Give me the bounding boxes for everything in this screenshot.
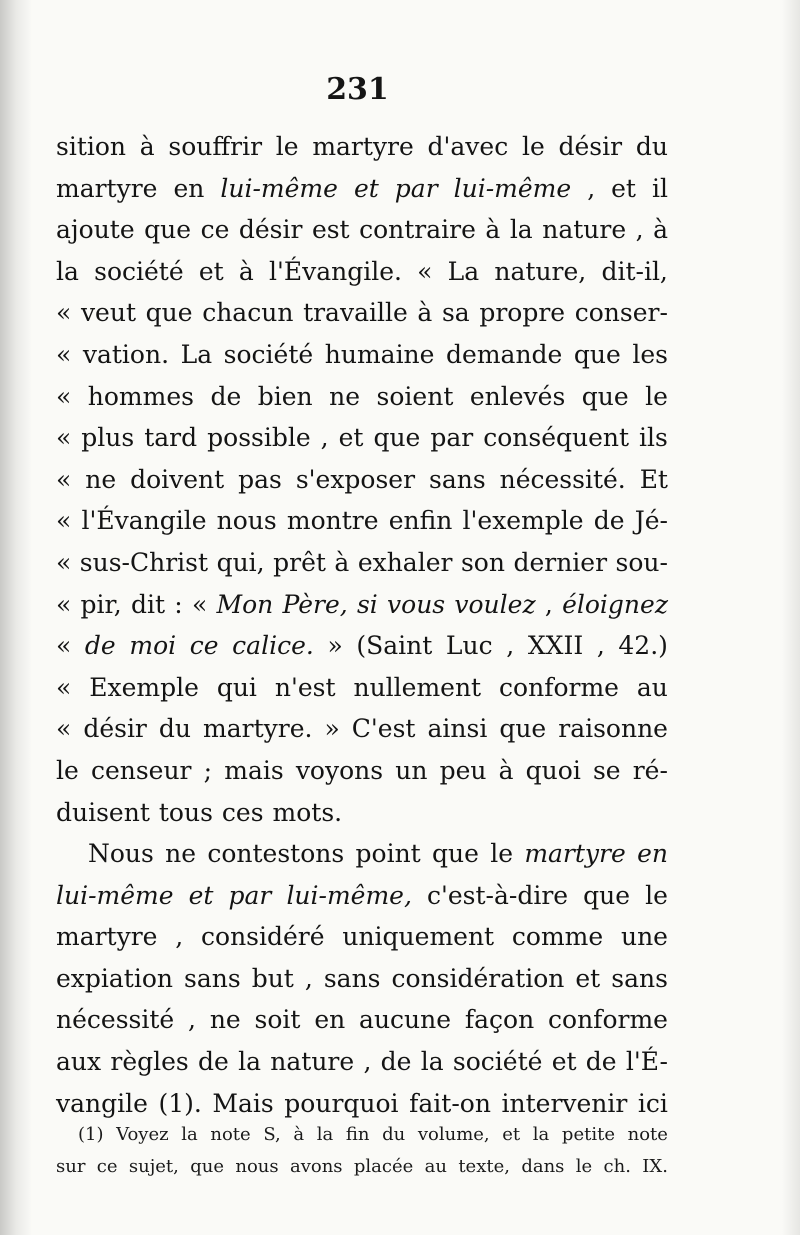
word: conforme bbox=[499, 672, 619, 702]
word: « bbox=[56, 589, 72, 619]
word: dernier bbox=[513, 547, 608, 577]
word: Mon bbox=[216, 589, 274, 619]
word: l'exemple bbox=[462, 506, 584, 536]
word: mots. bbox=[272, 797, 343, 827]
word: d'avec bbox=[427, 132, 509, 161]
word: c'est-à-dire bbox=[427, 880, 569, 910]
word: « bbox=[56, 339, 72, 369]
word: par bbox=[430, 423, 474, 453]
text-line bbox=[56, 459, 668, 501]
word: montre bbox=[286, 506, 379, 536]
word: en bbox=[637, 839, 668, 869]
word: de bbox=[585, 1047, 617, 1077]
text-line bbox=[56, 376, 668, 418]
word: censeur bbox=[90, 755, 192, 785]
word: aux bbox=[56, 1047, 102, 1077]
word: sans bbox=[323, 963, 381, 993]
word: qui, bbox=[216, 547, 265, 577]
footnote-word: dans bbox=[521, 1156, 565, 1177]
footnote-word: note bbox=[627, 1124, 668, 1145]
text-line bbox=[56, 251, 668, 293]
word: ils bbox=[639, 423, 668, 453]
word: doivent bbox=[130, 464, 225, 494]
word: à bbox=[417, 298, 433, 328]
word: que bbox=[583, 880, 631, 910]
word: , bbox=[544, 589, 553, 619]
text-line bbox=[56, 1041, 668, 1083]
text-line bbox=[56, 792, 668, 834]
word: à bbox=[238, 256, 254, 286]
text-line bbox=[56, 334, 668, 376]
word: (Saint bbox=[356, 631, 433, 661]
footnote-word: S, bbox=[263, 1124, 281, 1145]
word: , bbox=[506, 631, 515, 661]
word: lui-même, bbox=[286, 880, 412, 910]
word: quoi bbox=[525, 755, 581, 785]
text-line bbox=[56, 1083, 668, 1125]
word: à bbox=[653, 215, 668, 245]
word: la bbox=[238, 1047, 261, 1077]
word: une bbox=[620, 922, 668, 952]
word: de bbox=[380, 1047, 412, 1077]
text-line bbox=[56, 667, 668, 709]
word: conséquent bbox=[483, 423, 630, 453]
word: considération bbox=[391, 963, 565, 993]
word: règles bbox=[110, 1047, 189, 1077]
word: le bbox=[56, 755, 79, 785]
word: et bbox=[338, 423, 364, 453]
word: contraire bbox=[359, 215, 476, 245]
word: éloignez bbox=[562, 589, 668, 619]
text-line bbox=[56, 625, 668, 667]
word: possible bbox=[207, 423, 311, 453]
text-line bbox=[56, 292, 668, 334]
text-line bbox=[56, 999, 668, 1041]
word: ici bbox=[637, 1088, 668, 1118]
footnote-word: avons bbox=[289, 1156, 343, 1177]
word: propre bbox=[479, 298, 566, 328]
word: que bbox=[145, 298, 193, 328]
word: expiation bbox=[56, 963, 173, 993]
word: point bbox=[355, 839, 421, 869]
word: se bbox=[592, 755, 621, 785]
word: société bbox=[223, 339, 314, 369]
word: tard bbox=[144, 423, 198, 453]
word: humaine bbox=[324, 339, 435, 369]
footnote bbox=[56, 1119, 668, 1183]
footnote-word: ch. bbox=[603, 1156, 631, 1177]
word: peu bbox=[439, 755, 487, 785]
word: que bbox=[573, 339, 621, 369]
word: souffrir bbox=[168, 132, 263, 161]
word: sa bbox=[441, 298, 470, 328]
word: 42.) bbox=[618, 631, 668, 661]
word: martyre bbox=[312, 132, 414, 161]
text-line bbox=[56, 916, 668, 958]
word: lui-même bbox=[220, 173, 338, 203]
word: il bbox=[651, 173, 668, 203]
word: en bbox=[314, 1005, 346, 1035]
footnote-word: petite bbox=[561, 1124, 615, 1145]
word: ne bbox=[165, 839, 197, 869]
body-text bbox=[56, 126, 668, 1124]
word: « bbox=[56, 631, 72, 661]
word: « bbox=[56, 464, 72, 494]
word: , bbox=[635, 215, 644, 245]
text-line bbox=[56, 584, 668, 626]
word: Exemple bbox=[89, 672, 199, 702]
footnote-word: que bbox=[190, 1156, 225, 1177]
word: moi bbox=[129, 631, 177, 661]
word: et bbox=[611, 173, 636, 203]
word: but bbox=[251, 963, 294, 993]
word: chacun bbox=[202, 298, 294, 328]
footnote-word: nous bbox=[235, 1156, 279, 1177]
word: ; bbox=[203, 755, 213, 785]
word: si bbox=[356, 589, 378, 619]
word: la bbox=[509, 215, 533, 245]
word: : bbox=[174, 589, 183, 619]
word: « bbox=[56, 506, 72, 536]
word: et bbox=[198, 256, 224, 286]
word: , bbox=[363, 1047, 372, 1077]
word: mais bbox=[224, 755, 284, 785]
word: pir, bbox=[80, 589, 122, 619]
footnote-word: note bbox=[210, 1124, 251, 1145]
footnote-line bbox=[56, 1151, 668, 1183]
word: intervenir bbox=[501, 1088, 628, 1118]
word: tous bbox=[158, 797, 213, 827]
word: nécessité bbox=[56, 1005, 175, 1035]
word: considéré bbox=[201, 922, 325, 952]
word: bien bbox=[257, 381, 313, 411]
word: , bbox=[596, 631, 605, 661]
word: de bbox=[593, 506, 625, 536]
word: vation. bbox=[82, 339, 170, 369]
footnote-word: ce bbox=[96, 1156, 118, 1177]
word: nullement bbox=[353, 672, 482, 702]
word: » bbox=[327, 631, 343, 661]
word: désir bbox=[558, 132, 623, 161]
word: de bbox=[84, 631, 116, 661]
word: raisonne bbox=[558, 714, 668, 744]
word: travaille bbox=[303, 298, 408, 328]
word: un bbox=[395, 755, 428, 785]
word: sition bbox=[56, 132, 127, 161]
word: Et bbox=[639, 464, 668, 494]
word: , bbox=[320, 423, 329, 453]
text-line bbox=[56, 209, 668, 251]
word: s'exposer bbox=[295, 464, 416, 494]
text-line bbox=[56, 500, 668, 542]
text-line bbox=[56, 958, 668, 1000]
word: XXII bbox=[527, 631, 584, 661]
word: et bbox=[551, 1047, 577, 1077]
word: l'Évangile. bbox=[268, 256, 402, 286]
word: voyons bbox=[295, 755, 384, 785]
word: veut bbox=[80, 298, 137, 328]
word: qui bbox=[216, 672, 257, 702]
word: « bbox=[417, 256, 433, 286]
word: nous bbox=[216, 506, 277, 536]
word: Mais bbox=[212, 1088, 274, 1118]
word: exhaler bbox=[357, 547, 453, 577]
footnote-word: fin bbox=[345, 1124, 370, 1145]
word: ces bbox=[221, 797, 264, 827]
footnote-word: sujet, bbox=[128, 1156, 179, 1177]
word: martyre bbox=[56, 922, 158, 952]
word: le bbox=[645, 381, 668, 411]
word: en bbox=[173, 173, 205, 203]
word: au bbox=[636, 672, 668, 702]
word: , bbox=[175, 922, 184, 952]
word: martyre bbox=[524, 839, 626, 869]
word: par bbox=[394, 173, 438, 203]
word: La bbox=[180, 339, 213, 369]
text-line bbox=[56, 708, 668, 750]
word: son bbox=[460, 547, 505, 577]
word: la bbox=[56, 256, 79, 286]
word: désir bbox=[238, 215, 303, 245]
word: conforme bbox=[548, 1005, 668, 1035]
word: de bbox=[210, 381, 242, 411]
word: ne bbox=[209, 1005, 241, 1035]
word: les bbox=[632, 339, 668, 369]
word: vangile bbox=[56, 1088, 148, 1118]
word: « bbox=[56, 298, 72, 328]
footnote-word: du bbox=[382, 1124, 406, 1145]
footnote-word: au bbox=[424, 1156, 447, 1177]
word: fait-on bbox=[409, 1088, 491, 1118]
word: société bbox=[452, 1047, 543, 1077]
text-line bbox=[56, 875, 668, 917]
word: ce bbox=[200, 215, 230, 245]
footnote-word: volume, bbox=[417, 1124, 490, 1145]
footnote-word: et bbox=[502, 1124, 521, 1145]
word: , bbox=[587, 173, 596, 203]
word: « bbox=[56, 672, 72, 702]
word: ainsi bbox=[427, 714, 488, 744]
page-number: 231 bbox=[326, 72, 389, 107]
word: désir bbox=[83, 714, 147, 744]
word: de bbox=[198, 1047, 229, 1077]
word: comme bbox=[511, 922, 604, 952]
word: dit-il, bbox=[601, 256, 668, 286]
word: ce bbox=[189, 631, 219, 661]
footnote-word: Voyez bbox=[116, 1124, 169, 1145]
word: soient bbox=[376, 381, 454, 411]
gutter-shadow bbox=[0, 0, 32, 1235]
word: vous bbox=[387, 589, 446, 619]
word: La bbox=[447, 256, 480, 286]
word: dit bbox=[130, 589, 165, 619]
word: société bbox=[94, 256, 184, 286]
word: » bbox=[324, 714, 340, 744]
footnote-word: sur bbox=[56, 1156, 86, 1177]
word: hommes bbox=[87, 381, 194, 411]
word: Nous bbox=[88, 839, 154, 869]
word: du bbox=[158, 714, 192, 744]
footnote-word: le bbox=[575, 1156, 593, 1177]
word: sans bbox=[429, 464, 486, 494]
word: que bbox=[499, 714, 547, 744]
word: l'Évangile bbox=[81, 506, 207, 536]
text-line bbox=[56, 833, 668, 875]
word: sus-Christ bbox=[79, 547, 209, 577]
word: à bbox=[498, 755, 514, 785]
word: Père, bbox=[282, 589, 348, 619]
word: à bbox=[334, 547, 350, 577]
word: martyre bbox=[56, 173, 158, 203]
word: le bbox=[490, 839, 514, 869]
word: l'É- bbox=[625, 1047, 668, 1077]
word: ne bbox=[85, 464, 117, 494]
word: et bbox=[188, 880, 214, 910]
word: « bbox=[56, 547, 72, 577]
word: la bbox=[420, 1047, 444, 1077]
word: ne bbox=[329, 381, 361, 411]
page-edge-shadow bbox=[782, 0, 800, 1235]
word: par bbox=[228, 880, 272, 910]
word: sans bbox=[184, 963, 241, 993]
word: , bbox=[188, 1005, 196, 1035]
footnote-word: la bbox=[181, 1124, 198, 1145]
word: sou- bbox=[615, 547, 668, 577]
word: Luc bbox=[445, 631, 493, 661]
footnote-word: à bbox=[293, 1124, 305, 1145]
word: lui-même bbox=[56, 880, 174, 910]
word: demande bbox=[446, 339, 563, 369]
word: ajoute bbox=[56, 215, 135, 245]
word: du bbox=[635, 132, 668, 161]
word: et bbox=[353, 173, 379, 203]
word: plus bbox=[81, 423, 135, 453]
word: nature bbox=[270, 1047, 355, 1077]
word: « bbox=[56, 381, 72, 411]
word: uniquement bbox=[342, 922, 495, 952]
word: conser- bbox=[574, 298, 668, 328]
word: « bbox=[56, 423, 72, 453]
footnote-word: la bbox=[532, 1124, 550, 1145]
word: « bbox=[56, 714, 72, 744]
word: le bbox=[275, 132, 299, 161]
footnote-word: IX. bbox=[642, 1156, 668, 1177]
word: le bbox=[645, 880, 668, 910]
word: soit bbox=[254, 1005, 301, 1035]
word: enfin bbox=[388, 506, 453, 536]
footnote-word: (1) bbox=[78, 1124, 104, 1145]
word: nature, bbox=[494, 256, 587, 286]
word: pourquoi bbox=[284, 1088, 399, 1118]
word: nécessité. bbox=[499, 464, 626, 494]
word: Jé- bbox=[634, 506, 668, 536]
text-line bbox=[56, 542, 668, 584]
word: que bbox=[581, 381, 629, 411]
text-line bbox=[56, 168, 668, 210]
text-line bbox=[56, 126, 668, 168]
word: voulez bbox=[454, 589, 536, 619]
word: façon bbox=[464, 1005, 535, 1035]
word: que bbox=[373, 423, 421, 453]
word: à bbox=[139, 132, 155, 161]
footnote-word: placée bbox=[353, 1156, 414, 1177]
word: C'est bbox=[351, 714, 416, 744]
word: calice. bbox=[232, 631, 314, 661]
word: aucune bbox=[359, 1005, 452, 1035]
word: ré- bbox=[632, 755, 668, 785]
word: prêt bbox=[273, 547, 326, 577]
word: le bbox=[521, 132, 545, 161]
word: contestons bbox=[207, 839, 345, 869]
word: pas bbox=[238, 464, 282, 494]
word: à bbox=[485, 215, 501, 245]
word: est bbox=[311, 215, 350, 245]
word: (1). bbox=[158, 1088, 202, 1118]
word: , bbox=[304, 963, 313, 993]
text-line bbox=[56, 750, 668, 792]
footnote-word: la bbox=[316, 1124, 334, 1145]
word: que bbox=[144, 215, 192, 245]
word: « bbox=[191, 589, 208, 619]
word: et bbox=[575, 963, 601, 993]
word: n'est bbox=[274, 672, 336, 702]
word: que bbox=[432, 839, 479, 869]
word: sans bbox=[611, 963, 668, 993]
text-line bbox=[56, 417, 668, 459]
word: enlevés bbox=[469, 381, 566, 411]
word: lui-même bbox=[453, 173, 572, 203]
word: martyre. bbox=[203, 714, 313, 744]
footnote-line bbox=[56, 1119, 668, 1151]
word: nature bbox=[542, 215, 627, 245]
footnote-word: texte, bbox=[458, 1156, 510, 1177]
word: duisent bbox=[56, 797, 150, 827]
